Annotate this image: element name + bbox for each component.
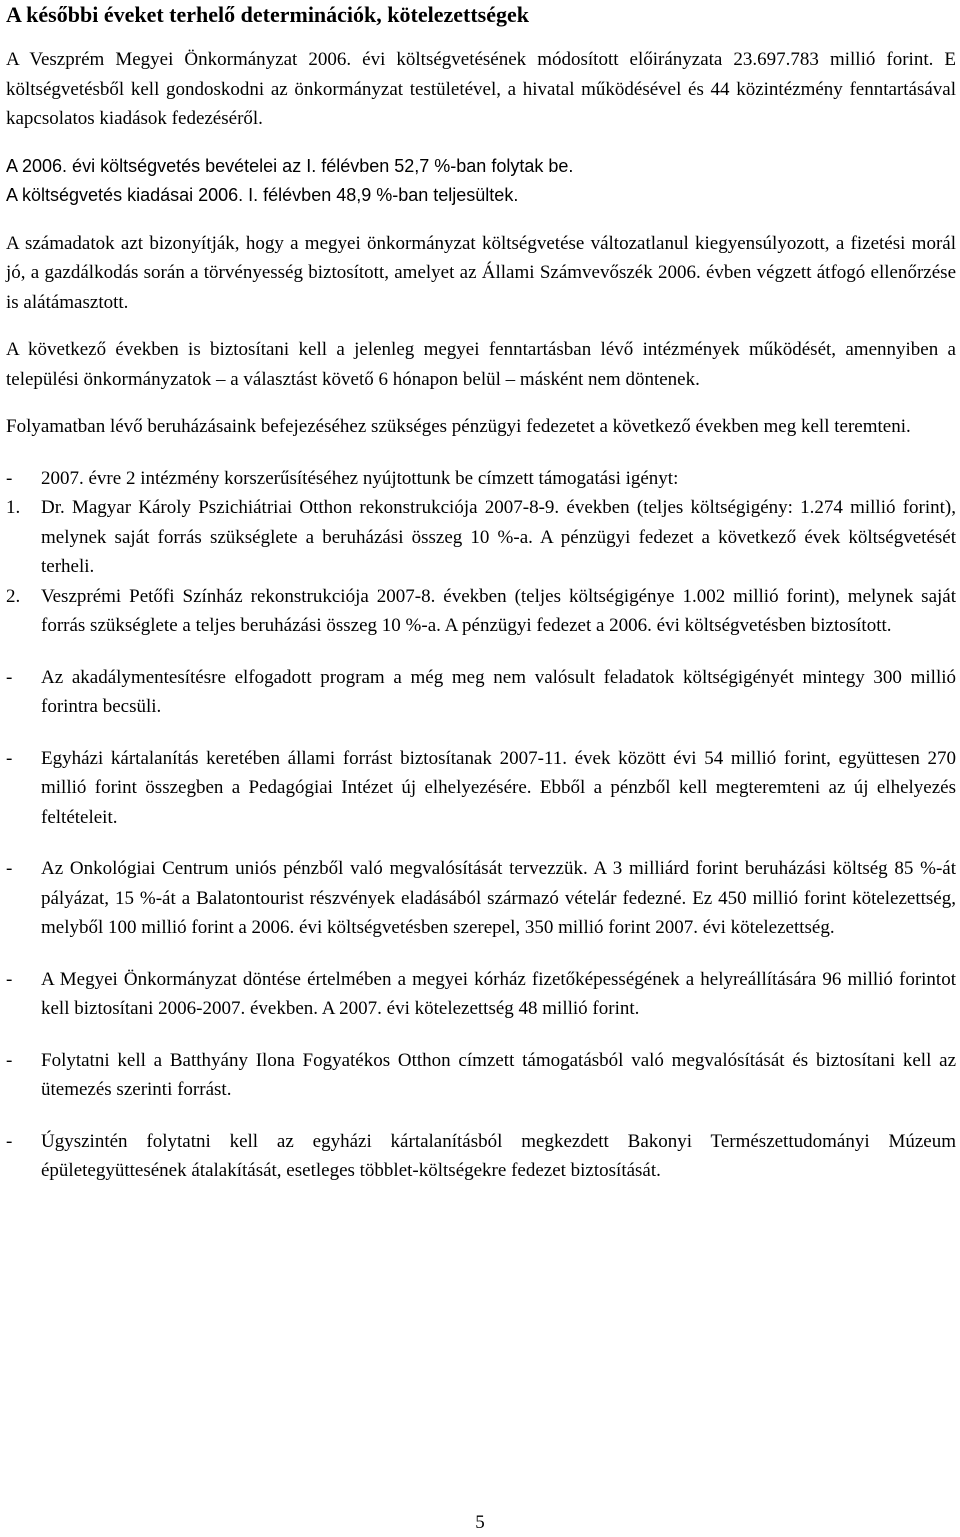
list-item-text: Az akadálymentesítésre elfogadott program a még meg nem valósult feladatok költségigényét mintegy 300 millió forintra becsüli. [41, 666, 956, 717]
list-item [6, 464, 956, 494]
list-item [6, 1046, 956, 1105]
list-item-text: Folytatni kell a Batthyány Ilona Fogyatékos Otthon címzett támogatásból való megvalósítását és biztosítani kell az ütemezés szerinti forrást. [41, 1049, 956, 1100]
item-2007 [6, 464, 956, 641]
list-item [6, 1127, 956, 1186]
list-item-text: Úgyszintén folytatni kell az egyházi kártalanításból megkezdett Bakonyi Természettudományi Múzeum épületegyüttesének átalakítását, esetleges többlet-költségekre fedezet biztosítását. [41, 1130, 956, 1181]
list-dash: - [6, 1049, 13, 1071]
section-heading: A későbbi éveket terhelő determinációk, kötelezettségek [6, 2, 529, 27]
list-item-text: 2007. évre 2 intézmény korszerűsítéséhez nyújtottunk be címzett támogatási igényt: [41, 467, 679, 489]
list-item-text: Az Onkológiai Centrum uniós pénzből való megvalósítását tervezzük. A 3 milliárd forint beruházási költség 85 %-át pályázat, 15 %-át a Balatontourist részvények eladásából származó vételár fedezné. Ez 450 millió forint kötelezettség, melyből 100 millió forint a 2006. évi költségvetésben szerepel, 350 millió forint 2007. évi kötelezettség. [41, 858, 956, 938]
investments-paragraph: Folyamatban lévő beruházásaink befejezéséhez szükséges pénzügyi fedezetet a következő években meg kell teremteni. [6, 416, 911, 437]
page-content [6, 0, 956, 1186]
list-item [6, 663, 956, 722]
list-item-text: A Megyei Önkormányzat döntése értelmében a megyei kórház fizetőképességének a helyreállítására 96 millió forintot kell biztosítani 2006-2007. években. A 2007. évi kötelezettség 48 millió forint. [41, 968, 956, 1019]
revenue-line: A 2006. évi költségvetés bevételei az I. félévben 52,7 %-ban folytak be. [6, 155, 574, 176]
list-dash: - [6, 858, 13, 879]
intro-paragraph: A Veszprém Megyei Önkormányzat 2006. évi költségvetésének módosított előirányzata 23.697.783 millió forint. E költségvetésből kell gondoskodni az önkormányzat testületével, a hivatal működésével és 44 közintézmény fenntartásával kapcsolatos kiadások fedezéséről. [6, 49, 956, 129]
list-dash: - [6, 666, 13, 688]
sub-list-item [6, 582, 956, 641]
expense-line: A költségvetés kiadásai 2006. I. félévben 48,9 %-ban teljesültek. [6, 185, 519, 205]
list-item [6, 744, 956, 833]
page-number: 5 [475, 1512, 485, 1533]
sub-item-number: 2. [6, 585, 21, 607]
list-item [6, 965, 956, 1024]
sub-item-number: 1. [6, 497, 21, 518]
list-dash: - [6, 467, 13, 489]
list-dash: - [6, 1130, 13, 1152]
sub-item-text: Dr. Magyar Károly Pszichiátriai Otthon rekonstrukciója 2007-8-9. években (teljes költségigény: 1.274 millió forint), melynek saját forrás szükséglete a beruházási összeg 10 %-a. A pénzügyi fedezet a következő évek költségvetését terheli. [41, 497, 956, 577]
next-years-paragraph: A következő években is biztosítani kell a jelenleg megyei fenntartásban lévő intézmények működését, amennyiben a települési önkormányzatok – a választást követő 6 hónapon belül – másként nem döntenek. [6, 339, 956, 390]
sub-list-item [6, 493, 956, 582]
list-dash: - [6, 747, 13, 769]
audit-paragraph: A számadatok azt bizonyítják, hogy a megyei önkormányzat költségvetése változatlanul kiegyensúlyozott, a fizetési morál jó, a gazdálkodás során a törvényesség biztosított, amelyet az Állami Számvevőszék 2006. évben végzett átfogó ellenőrzése is alátámasztott. [6, 232, 956, 313]
list-dash: - [6, 968, 13, 990]
list-item-text: Egyházi kártalanítás keretében állami forrást biztosítanak 2007-11. évek között évi 54 millió forint, együttesen 270 millió forint összegben a Pedagógiai Intézet új elhelyezésére. Ebből a pénzből kell megteremteni az új elhelyezés feltételeit. [41, 747, 956, 828]
sub-item-text: Veszprémi Petőfi Színház rekonstrukciója 2007-8. években (teljes költségigénye 1.002 millió forint), melynek saját forrás szükséglete a teljes beruházási összeg 10 %-a. A pénzügyi fedezet a 2006. évi költségvetésben biztosított. [41, 585, 956, 636]
list-item [6, 854, 956, 943]
